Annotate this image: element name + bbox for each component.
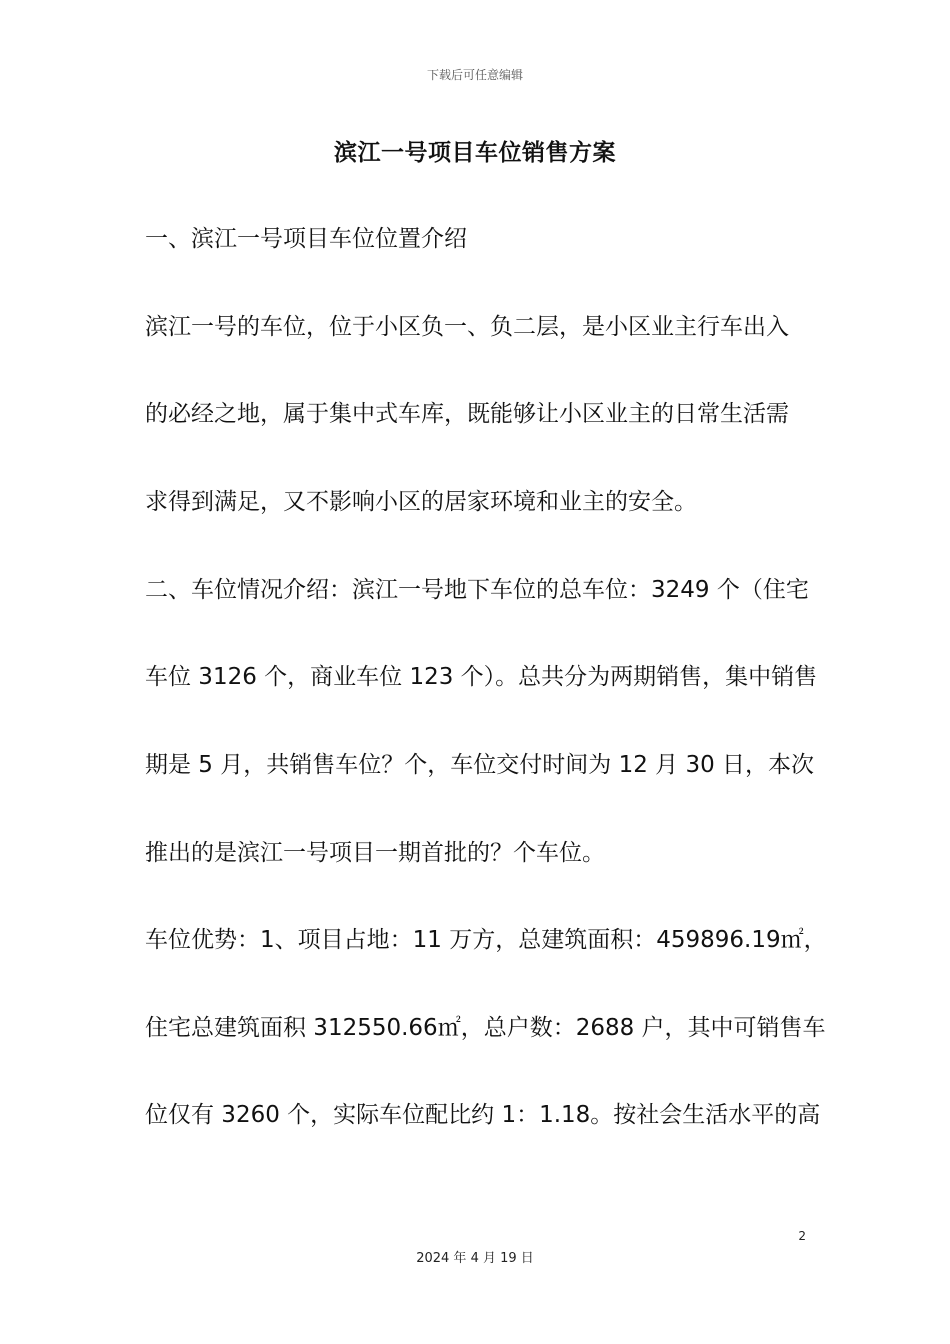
paragraph-line: 推出的是滨江一号项目一期首批的？个车位。 [145, 840, 605, 866]
document-title: 滨江一号项目车位销售方案 [334, 140, 616, 166]
paragraph-line: 求得到满足，又不影响小区的居家环境和业主的安全。 [145, 489, 697, 515]
paragraph-line: 位仅有 3260 个，实际车位配比约 1：1.18。按社会生活水平的高 [145, 1102, 821, 1128]
paragraph-line: 车位优势：1、项目占地：11 万方，总建筑面积：459896.19㎡， [145, 927, 827, 953]
paragraph-line: 滨江一号的车位，位于小区负一、负二层，是小区业主行车出入 [145, 314, 789, 340]
section-heading-location: 一、滨江一号项目车位位置介绍 [145, 226, 467, 252]
paragraph-line: 的必经之地，属于集中式车库，既能够让小区业主的日常生活需 [145, 401, 789, 427]
header-note: 下载后可任意编辑 [426, 68, 523, 82]
footer-date: 2024 年 4 月 19 日 [416, 1251, 534, 1266]
paragraph-line: 期是 5 月，共销售车位？个，车位交付时间为 12 月 30 日，本次 [145, 752, 815, 778]
paragraph-line: 车位 3126 个，商业车位 123 个）。总共分为两期销售，集中销售 [145, 664, 818, 690]
paragraph-line: 二、车位情况介绍：滨江一号地下车位的总车位：3249 个（住宅 [145, 577, 809, 603]
paragraph-line: 住宅总建筑面积 312550.66㎡，总户数：2688 户，其中可销售车 [145, 1015, 826, 1041]
page-number: 2 [798, 1229, 806, 1243]
